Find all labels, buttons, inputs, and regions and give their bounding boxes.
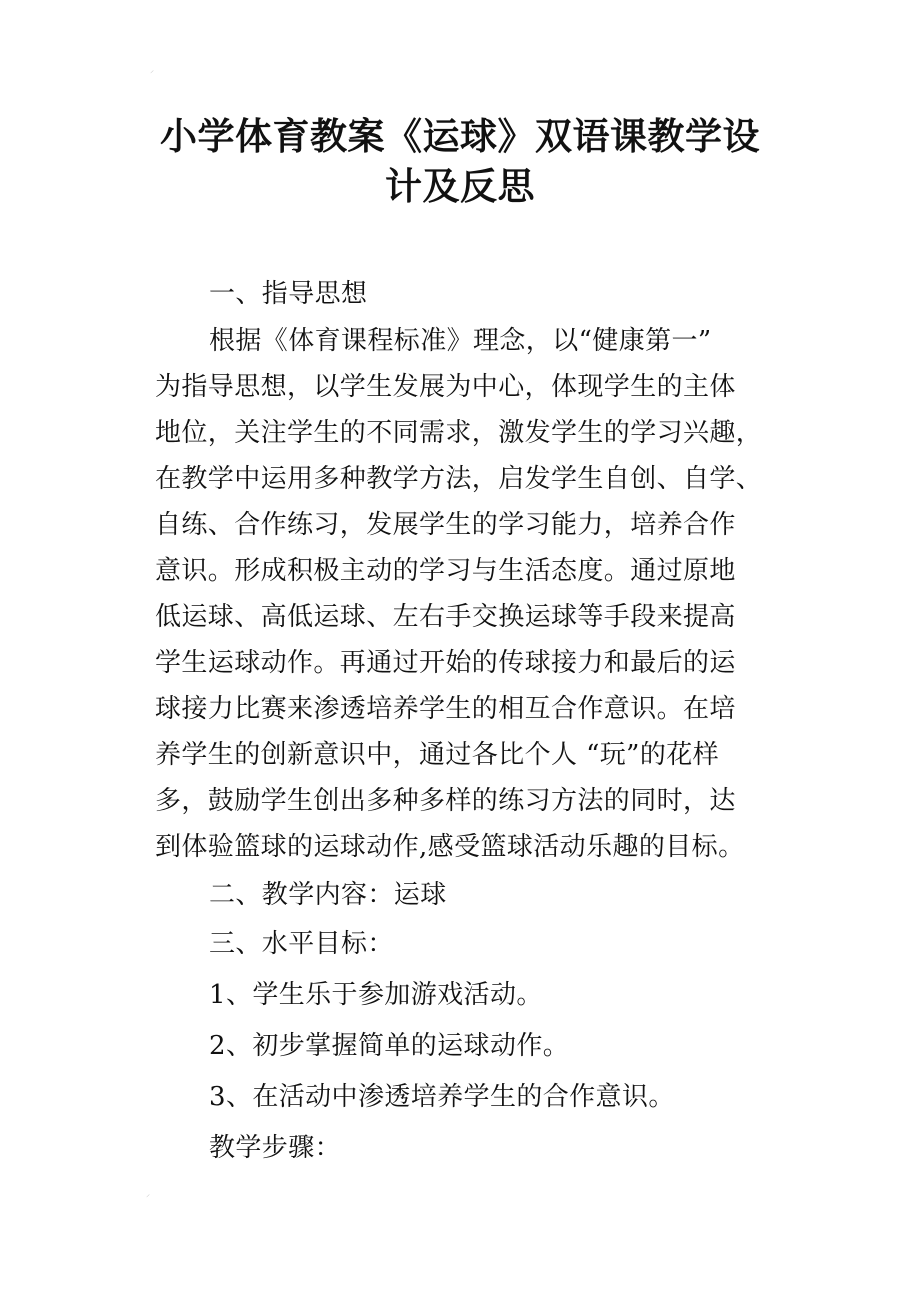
paragraph-line: 自练、合作练习，发展学生的学习能力，培养合作 (155, 510, 736, 540)
paragraph-line: 地位，关注学生的不同需求，激发学生的学习兴趣， (155, 418, 763, 448)
goal-item-2: 2、初步掌握简单的运球动作。 (209, 1031, 570, 1061)
goal-item-3: 3、在活动中渗透培养学生的合作意识。 (209, 1082, 675, 1112)
paragraph-line: 意识。形成积极主动的学习与生活态度。通过原地 (155, 556, 736, 586)
corner-mark-bottom: ⸍ (146, 1193, 150, 1202)
section-heading-goals: 三、水平目标： (209, 929, 394, 959)
paragraph-line: 在教学中运用多种教学方法，启发学生自创、自学、 (155, 464, 763, 494)
paragraph-line: 为指导思想，以学生发展为中心，体现学生的主体 (155, 372, 736, 402)
document-title-line-1: 小学体育教案《运球》双语课教学设 (160, 115, 760, 158)
paragraph-line: 低运球、高低运球、左右手交换运球等手段来提高 (155, 602, 736, 632)
goal-item-1: 1、学生乐于参加游戏活动。 (209, 980, 543, 1010)
paragraph-line: 多，鼓励学生创出多种多样的练习方法的同时，达 (155, 786, 736, 816)
section-heading-guiding-idea: 一、指导思想 (209, 279, 368, 309)
paragraph-line: 球接力比赛来渗透培养学生的相互合作意识。在培 (155, 694, 736, 724)
corner-mark-top: ⸍ (150, 69, 154, 78)
document-title-line-2: 计及反思 (385, 165, 535, 208)
section-heading-content: 二、教学内容：运球 (209, 880, 447, 910)
paragraph-line: 养学生的创新意识中，通过各比个人 “玩”的花样 (155, 740, 720, 770)
paragraph-line: 根据《体育课程标准》理念，以“健康第一” (209, 326, 712, 356)
paragraph-line: 学生运球动作。再通过开始的传球接力和最后的运 (155, 648, 736, 678)
section-heading-steps: 教学步骤： (209, 1133, 342, 1163)
paragraph-line: 到体验篮球的运球动作,感受篮球活动乐趣的目标。 (155, 832, 745, 862)
